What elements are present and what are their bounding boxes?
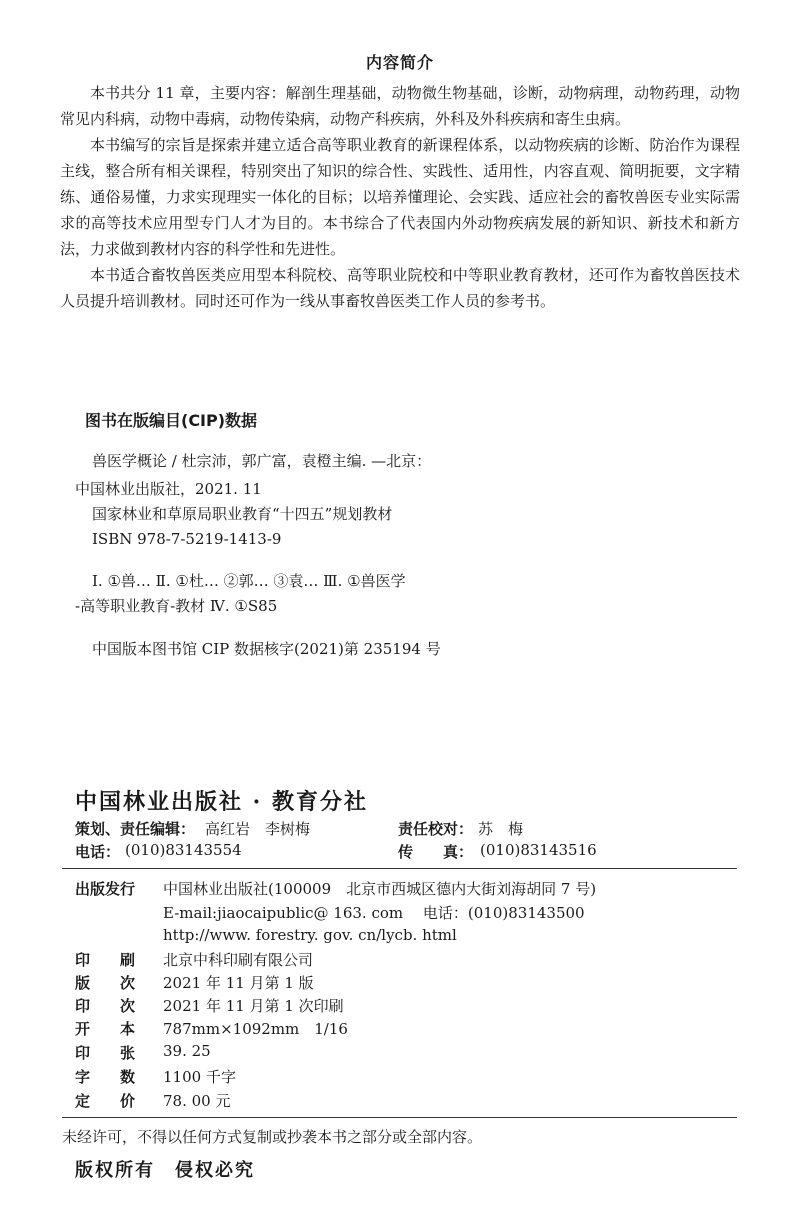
summary-title: 内容简介 [365, 53, 434, 72]
phone-value: (010)83143554 [125, 841, 242, 859]
imprint-label-wordcount: 字 数 [75, 1068, 136, 1086]
copyright-notice: 未经许可，不得以任何方式复制或抄袭本书之部分或全部内容。 [62, 1128, 483, 1146]
cip-line-classification-1: Ⅰ. ①兽… Ⅱ. ①杜… ②郭… ③袁… Ⅲ. ①兽医学 [92, 572, 406, 590]
imprint-value-contact: E-mail:jiaocaipublic@ 163. com 电话：(010)83143500 [163, 904, 585, 922]
cip-line-title: 兽医学概论 / 杜宗沛，郭广富，袁橙主编. —北京： [92, 452, 432, 470]
imprint-value-format: 787mm×1092mm 1/16 [163, 1020, 348, 1038]
rights-reserved: 版权所有 侵权必究 [75, 1160, 255, 1181]
fax-label: 传 真： [398, 843, 474, 861]
imprint-label-sheets: 印 张 [75, 1044, 136, 1062]
summary-paragraph-3: 本书适合畜牧兽医类应用型本科院校、高等职业院校和中等职业教育教材，还可作为畜牧兽医技术人员提升培训教材。同时还可作为一线从事畜牧兽医类工作人员的参考书。 [60, 266, 740, 310]
imprint-label-publisher: 出版发行 [75, 880, 136, 898]
imprint-value-publisher: 中国林业出版社(100009 北京市西城区德内大街刘海胡同 7 号) [163, 880, 597, 898]
imprint-label-format: 开 本 [75, 1020, 136, 1038]
editor-value: 高红岩 李树梅 [205, 820, 311, 838]
editor-label: 策划、责任编辑： [75, 820, 196, 838]
imprint-value-price: 78. 00 元 [163, 1092, 231, 1110]
cip-verification: 中国版本图书馆 CIP 数据核字(2021)第 235194 号 [92, 640, 441, 658]
cip-heading: 图书在版编目(CIP)数据 [85, 411, 258, 430]
imprint-label-printing: 印 次 [75, 997, 136, 1015]
imprint-label-printer: 印 刷 [75, 951, 136, 969]
summary-paragraph-2: 本书编写的宗旨是探索并建立适合高等职业教育的新课程体系，以动物疾病的诊断、防治作为课程主线，整合所有相关课程，特别突出了知识的综合性、实践性、适用性，内容直观、简明扼要，文字精练、通俗易懂，力求实现理实一体化的目标；以培养懂理论、会实践、适应社会的畜牧兽医专业实际需求的高等技术应用型专门人才为目的。本书综合了代表国内外动物疾病发展的新知识、新技术和新方法，力求做到教材内容的科学性和先进性。 [60, 136, 740, 258]
imprint-label-price: 定 价 [75, 1092, 136, 1110]
cip-line-classification-2: -高等职业教育-教材 Ⅳ. ①S85 [75, 597, 278, 615]
publisher-title: 中国林业出版社 · 教育分社 [75, 789, 368, 815]
cip-line-series: 国家林业和草原局职业教育“十四五”规划教材 [92, 505, 393, 523]
imprint-value-printer: 北京中科印刷有限公司 [163, 951, 314, 969]
imprint-value-sheets: 39. 25 [163, 1042, 211, 1060]
summary-paragraph-1: 本书共分 11 章，主要内容：解剖生理基础，动物微生物基础，诊断，动物病理，动物药理，动物常见内科病，动物中毒病，动物传染病，动物产科疾病，外科及外科疾病和寄生虫病。 [60, 84, 740, 128]
imprint-value-edition: 2021 年 11 月第 1 版 [163, 974, 314, 992]
phone-label: 电话： [75, 843, 121, 861]
divider-top [62, 868, 737, 869]
imprint-value-website: http://www. forestry. gov. cn/lycb. html [163, 926, 457, 944]
cip-line-publisher: 中国林业出版社，2021. 11 [75, 480, 262, 498]
imprint-value-wordcount: 1100 千字 [163, 1068, 236, 1086]
proofreader-value: 苏 梅 [478, 820, 524, 838]
fax-value: (010)83143516 [480, 841, 597, 859]
cip-line-isbn: ISBN 978-7-5219-1413-9 [92, 530, 282, 548]
imprint-value-printing: 2021 年 11 月第 1 次印刷 [163, 997, 344, 1015]
divider-bottom [62, 1117, 737, 1118]
imprint-label-edition: 版 次 [75, 974, 136, 992]
proofreader-label: 责任校对： [398, 820, 474, 838]
